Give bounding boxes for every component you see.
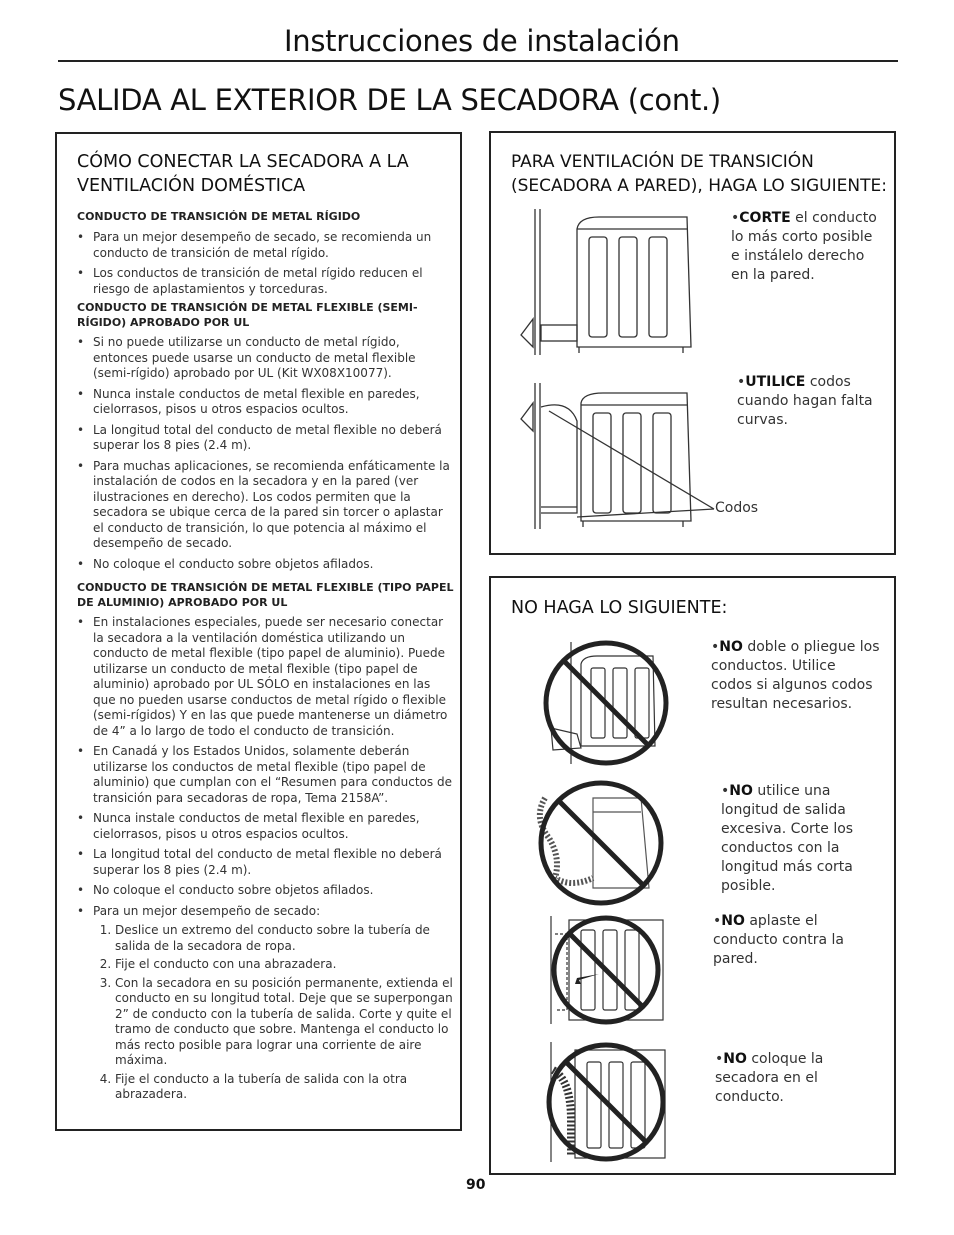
rigid-bullet-2: • Los conductos de transición de metal rígido reducen el riesgo de aplastamientos y torceduras. bbox=[77, 266, 455, 297]
no-place-bold: NO bbox=[723, 1051, 747, 1067]
cut-duct-bold: CORTE bbox=[739, 210, 791, 226]
semi-bullet-2: • Nunca instale conductos de metal flexible en paredes, cielorrasos, pisos u otros espacios ocultos. bbox=[77, 387, 455, 418]
no-place-text: coloque la secadora en el conducto. bbox=[715, 1051, 824, 1105]
no-long-duct-caption: •NO utilice una longitud de salida excesiva. Corte los conductos con la longitud más corta posible. bbox=[721, 783, 854, 894]
drying-step-1: 1. Deslice un extremo del conducto sobre la tubería de salida de la secadora de ropa. bbox=[115, 923, 455, 954]
foil-subhead: CONDUCTO DE TRANSICIÓN DE METAL FLEXIBLE (TIPO PAPEL DE ALUMINIO) APROBADO POR UL bbox=[77, 581, 454, 609]
prohibited-crushed-duct-illustration bbox=[541, 914, 671, 1026]
dryer-elbows-illustration bbox=[519, 381, 719, 531]
transition-vent-heading: PARA VENTILACIÓN DE TRANSICIÓN (SECADORA A PARED), HAGA LO SIGUIENTE: bbox=[511, 152, 887, 196]
page-number: 90 bbox=[466, 1177, 486, 1193]
prohibited-kinked-duct-illustration bbox=[541, 638, 671, 768]
do-not-heading: NO HAGA LO SIGUIENTE: bbox=[511, 598, 728, 618]
no-place-caption: •NO coloque la secadora en el conducto. bbox=[715, 1051, 824, 1105]
semi-bullet-3: • La longitud total del conducto de metal flexible no deberá superar los 8 pies (2.4 m). bbox=[77, 423, 455, 454]
semi-section bbox=[77, 300, 455, 572]
header-rule bbox=[58, 60, 898, 62]
rigid-subhead: CONDUCTO DE TRANSICIÓN DE METAL RÍGIDO bbox=[77, 210, 361, 223]
dryer-straight-duct-illustration bbox=[519, 207, 694, 357]
drying-step-4: 4. Fije el conducto a la tubería de salida con la otra abrazadera. bbox=[115, 1072, 455, 1103]
foil-bullet-2: • En Canadá y los Estados Unidos, solamente deberán utilizarse los conductos de metal flexible (tipo papel de aluminio) que cumplan con el “Resumen para conductos de transición para secadoras de ropa, Tema 2158A”. bbox=[77, 744, 455, 806]
foil-section bbox=[77, 580, 455, 1106]
semi-bullet-5: • No coloque el conducto sobre objetos afilados. bbox=[77, 557, 455, 573]
cut-duct-text: el conducto lo más corto posible e instálelo derecho en la pared. bbox=[731, 210, 877, 283]
drying-step-3: 3. Con la secadora en su posición permanente, extienda el conducto en su longitud total. Deje que se superpongan 2” de conducto con la tubería de salida. Corte y quite el tramo de conducto que sobre. Mantenga el conducto lo más recto posible para lograr una corriente de aire máxima. bbox=[115, 976, 455, 1069]
use-elbows-bold: UTILICE bbox=[745, 374, 806, 390]
section-title: SALIDA AL EXTERIOR DE LA SECADORA (cont.) bbox=[58, 83, 721, 117]
no-crush-bold: NO bbox=[721, 913, 745, 929]
rigid-section bbox=[77, 209, 455, 297]
drying-step-2: 2. Fije el conducto con una abrazadera. bbox=[115, 957, 455, 973]
foil-bullet-5: • No coloque el conducto sobre objetos afilados. bbox=[77, 883, 455, 899]
page-header-title: Instrucciones de instalación bbox=[284, 24, 680, 58]
semi-bullet-1: • Si no puede utilizarse un conducto de metal rígido, entonces puede usarse un conducto de metal flexible (semi-rígido) aprobado por UL (Kit WX08X10077). bbox=[77, 335, 455, 382]
do-not-box bbox=[489, 576, 896, 1175]
drying-steps-list bbox=[77, 923, 455, 1103]
use-elbows-caption: •UTILICE codos cuando hagan falta curvas. bbox=[737, 374, 873, 428]
codos-label: Codos bbox=[715, 500, 759, 516]
semi-subhead: CONDUCTO DE TRANSICIÓN DE METAL FLEXIBLE (SEMI-RÍGIDO) APROBADO POR UL bbox=[77, 301, 418, 329]
no-kink-bold: NO bbox=[719, 639, 743, 655]
no-long-duct-bold: NO bbox=[729, 783, 753, 799]
no-crush-caption: •NO aplaste el conducto contra la pared. bbox=[713, 913, 844, 967]
no-kink-caption: •NO doble o pliegue los conductos. Utilice codos si algunos codos resultan necesarios. bbox=[711, 639, 880, 712]
prohibited-long-duct-illustration bbox=[531, 778, 671, 908]
cut-duct-caption: •CORTE el conducto lo más corto posible e instálelo derecho en la pared. bbox=[731, 210, 877, 283]
foil-bullet-4: • La longitud total del conducto de metal flexible no deberá superar los 8 pies (2.4 m). bbox=[77, 847, 455, 878]
foil-bullet-3: • Nunca instale conductos de metal flexible en paredes, cielorrasos, pisos u otros espacios ocultos. bbox=[77, 811, 455, 842]
no-kink-text: doble o pliegue los conductos. Utilice codos si algunos codos resultan necesarios. bbox=[711, 639, 880, 712]
semi-bullet-4: • Para muchas aplicaciones, se recomienda enfáticamente la instalación de codos en la secadora y en la pared (ver ilustraciones en derecho). Los codos permiten que la secadora se ubique cerca de la pared sin torcer o aplastar el conducto de transición, lo que potencia al máximo el desempeño de secado. bbox=[77, 459, 455, 552]
use-elbows-text: codos cuando hagan falta curvas. bbox=[737, 374, 873, 428]
foil-bullet-1: • En instalaciones especiales, puede ser necesario conectar la secadora a la ventilación doméstica utilizando un conducto de metal flexible (tipo papel de aluminio). Puede utilizarse un conducto de metal flexible (tipo papel de aluminio) aprobado por UL SÓLO en instalaciones en las que no pueden usarse conductos de metal rígido o flexible (semi-rígidos) Y en las que puede mantenerse un diámetro de 4” a lo largo de todo el conducto de transición. bbox=[77, 615, 455, 739]
no-long-duct-text: utilice una longitud de salida excesiva. Corte los conductos con la longitud más corta posible. bbox=[721, 783, 854, 894]
foil-bullet-6: • Para un mejor desempeño de secado: bbox=[77, 904, 455, 920]
left-box-heading: CÓMO CONECTAR LA SECADORA A LA VENTILACIÓN DOMÉSTICA bbox=[77, 152, 409, 196]
rigid-bullet-1: • Para un mejor desempeño de secado, se recomienda un conducto de transición de metal rígido. bbox=[77, 230, 455, 261]
prohibited-dryer-on-duct-illustration bbox=[541, 1040, 671, 1164]
no-crush-text: aplaste el conducto contra la pared. bbox=[713, 913, 844, 967]
left-instructions-box bbox=[55, 132, 462, 1131]
transition-vent-box bbox=[489, 131, 896, 555]
